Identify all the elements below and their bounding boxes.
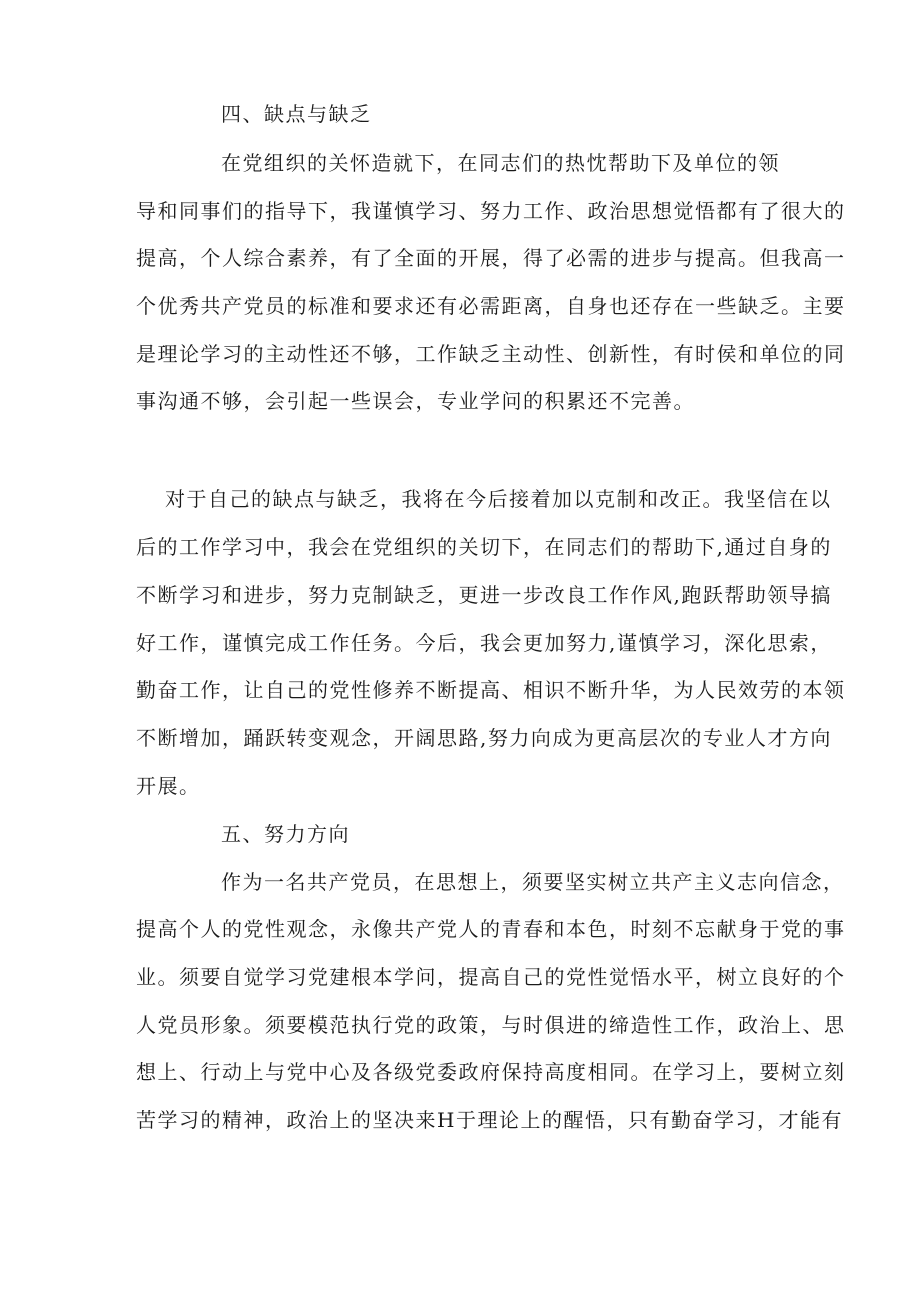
section-5-heading: 五、努力方向 (221, 822, 350, 846)
paragraph-line: 不断学习和进步，努力克制缺乏，更进一步改良工作作风,跑跃帮助领导搞 (136, 583, 832, 607)
paragraph-line: 开展。 (136, 774, 201, 798)
paragraph-line: 好工作，谨慎完成工作任务。今后，我会更加努力,谨慎学习，深化思索， (136, 631, 832, 655)
paragraph-line: 后的工作学习中，我会在党组织的关切下，在同志们的帮助下,通过自身的 (136, 535, 832, 559)
paragraph-line: 是理论学习的主动性还不够，工作缺乏主动性、创新性，有时侯和单位的同 (136, 342, 846, 366)
paragraph-line: 个优秀共产党员的标准和要求还有必需距离，自身也还存在一些缺乏。主要 (136, 294, 846, 318)
paragraph-line: 不断增加，踊跃转变观念，开阔思路,努力向成为更高层次的专业人才方向 (136, 726, 832, 750)
paragraph-line: 想上、行动上与党中心及各级党委政府保持高度相同。在学习上，要树立刻 (136, 1060, 846, 1084)
paragraph-line: 事沟通不够，会引起一些误会，专业学问的积累还不完善。 (136, 389, 695, 413)
section-4-heading: 四、缺点与缺乏 (221, 102, 372, 126)
paragraph-line: 提高个人的党性观念，永像共产党人的青春和本色，时刻不忘献身于党的事 (136, 917, 846, 941)
paragraph-line: 苦学习的精神，政治上的坚决来H于理论上的醒悟，只有勤奋学习，才能有 (136, 1108, 843, 1132)
paragraph-line: 人党员形象。须要模范执行党的政策，与时俱进的缔造性工作，政治上、思 (136, 1013, 846, 1037)
paragraph-line: 业。须要自觉学习党建根本学问，提高自己的党性觉悟水平，树立良好的个 (136, 965, 846, 989)
paragraph-line: 提高，个人综合素养，有了全面的开展，得了必需的进步与提高。但我高一 (136, 246, 846, 270)
paragraph-line: 在党组织的关怀造就下，在同志们的热忱帮助下及单位的领 (221, 151, 780, 175)
paragraph-line: 导和同事们的指导下，我谨慎学习、努力工作、政治思想觉悟都有了很大的 (136, 199, 846, 223)
paragraph-line: 勤奋工作，让自己的党性修养不断提高、相识不断升华，为人民效劳的本领 (136, 678, 846, 702)
paragraph-line: 作为一名共产党员，在思想上，须要坚实树立共产主义志向信念， (221, 870, 845, 894)
paragraph-line: 对于自己的缺点与缺乏，我将在今后接着加以克制和改正。我坚信在以 (165, 487, 832, 511)
